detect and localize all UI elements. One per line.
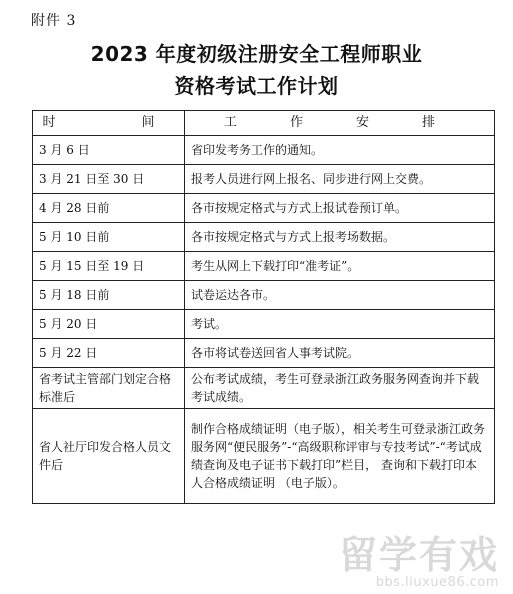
table-row: [33, 281, 495, 310]
row-time: 5 月 15 日至 19 日: [33, 252, 185, 281]
exam-schedule-table: [32, 110, 495, 504]
table-row: [33, 368, 495, 409]
table-row: [33, 194, 495, 223]
row-time: 省人社厅印发合格人员文件后: [33, 409, 185, 504]
row-time: 省考试主管部门划定合格标准后: [33, 368, 185, 409]
table-row: [33, 136, 495, 165]
row-task: 考生从网上下载打印“准考证”。: [185, 252, 495, 281]
header-task: 工 作 安 排: [185, 111, 495, 136]
table-row: [33, 223, 495, 252]
row-time: 5 月 18 日前: [33, 281, 185, 310]
watermark-brand: 留学有戏: [338, 533, 499, 577]
page-title-line-1: 2023 年度初级注册安全工程师职业: [90, 42, 423, 66]
row-task: 各市按规定格式与方式上报考场数据。: [185, 223, 495, 252]
row-task: 省印发考务工作的通知。: [185, 136, 495, 165]
table-row: [33, 339, 495, 368]
row-task: 考试。: [185, 310, 495, 339]
table-header-row: [33, 111, 495, 136]
row-task: 制作合格成绩证明（电子版），相关考生可登录浙江政务服务网“便民服务”-“高级职称评审与专技考试”-“考试成绩查询及电子证书下载打印”栏目， 查询和下载打印本人合格成绩证明 （电子版）。: [185, 409, 495, 504]
header-time: 时 间: [33, 111, 185, 136]
watermark-url: bbs.liuxue86.com: [375, 575, 499, 590]
row-task: 各市按规定格式与方式上报试卷预订单。: [185, 194, 495, 223]
row-task: 试卷运达各市。: [185, 281, 495, 310]
row-task: 各市将试卷送回省人事考试院。: [185, 339, 495, 368]
page-title-line-2: 资格考试工作计划: [174, 74, 339, 98]
table-row: [33, 409, 495, 504]
site-watermark: [339, 535, 499, 590]
attachment-label: 附件 3: [31, 13, 77, 29]
table-row: [33, 310, 495, 339]
table-row: [33, 252, 495, 281]
table-row: [33, 165, 495, 194]
row-task: 公布考试成绩，考生可登录浙江政务服务网查询并下载考试成绩。: [185, 368, 495, 409]
row-time: 5 月 10 日前: [33, 223, 185, 252]
row-time: 3 月 21 日至 30 日: [33, 165, 185, 194]
row-time: 5 月 20 日: [33, 310, 185, 339]
row-task: 报考人员进行网上报名、同步进行网上交费。: [185, 165, 495, 194]
row-time: 5 月 22 日: [33, 339, 185, 368]
row-time: 4 月 28 日前: [33, 194, 185, 223]
row-time: 3 月 6 日: [33, 136, 185, 165]
